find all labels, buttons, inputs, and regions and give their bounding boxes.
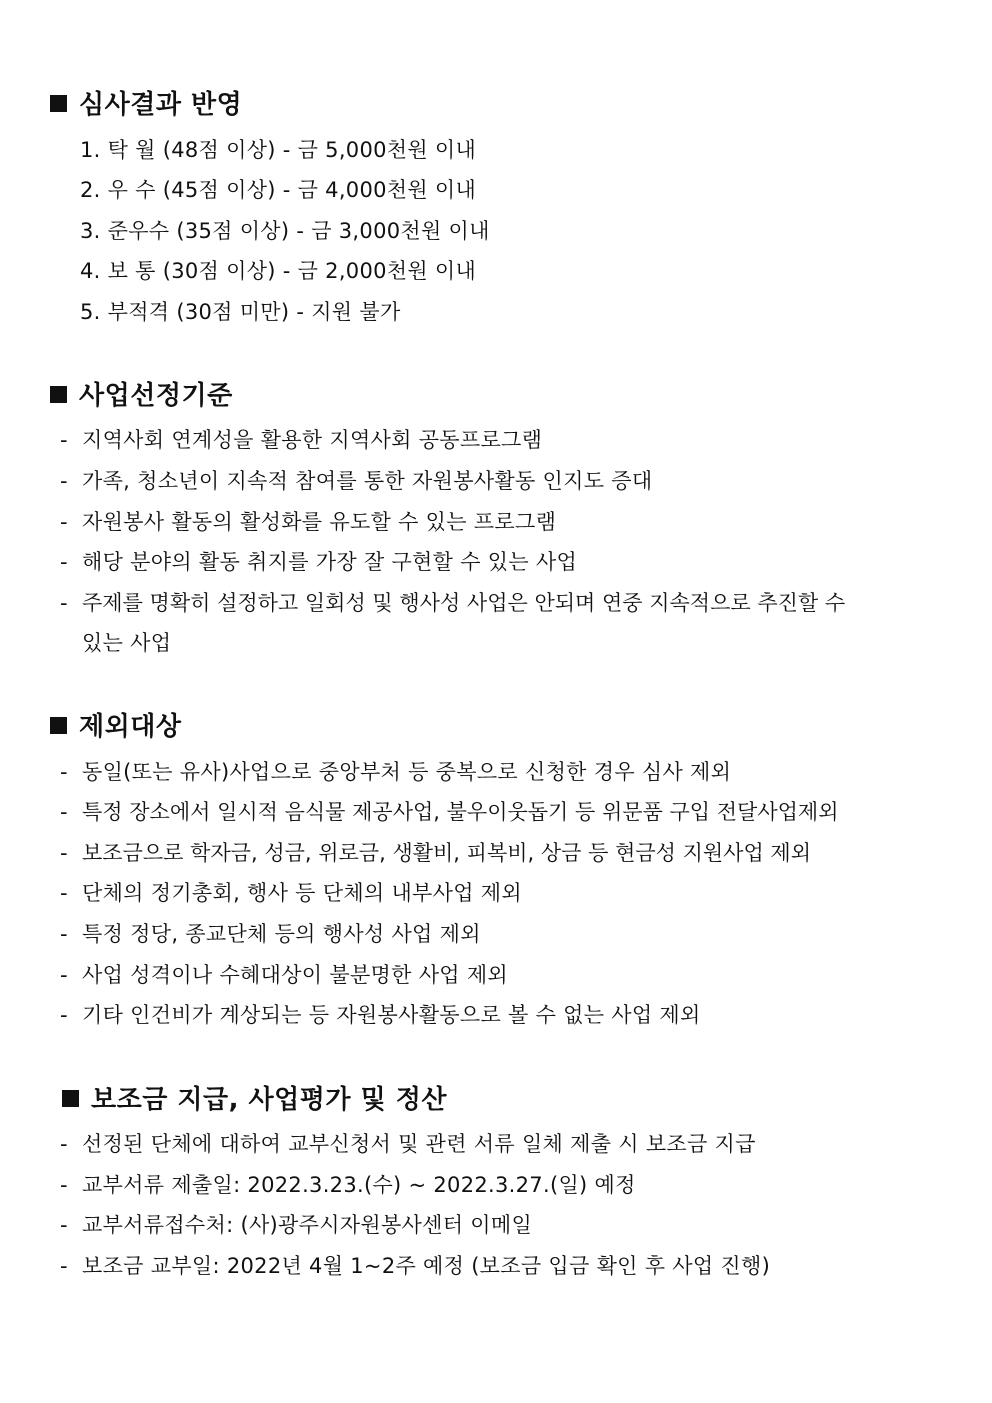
dash-bullet: - xyxy=(60,1213,68,1237)
section-title: 제외대상 xyxy=(79,712,182,742)
list-item: 특정 장소에서 일시적 음식물 제공사업, 불우이웃돕기 등 위문품 구입 전달사업제외 xyxy=(82,800,839,824)
list-item: 보조금 교부일: 2022년 4월 1~2주 예정 (보조금 입금 확인 후 사업 진행) xyxy=(82,1254,771,1278)
section-heading-subsidy-payment xyxy=(62,1083,447,1117)
square-bullet-icon xyxy=(50,717,67,734)
dash-bullet: - xyxy=(60,428,68,452)
dash-bullet: - xyxy=(60,1254,68,1278)
dash-bullet: - xyxy=(60,841,68,865)
list-item: 단체의 정기총회, 행사 등 단체의 내부사업 제외 xyxy=(82,881,522,905)
square-bullet-icon xyxy=(62,1090,79,1107)
list-item: 자원봉사 활동의 활성화를 유도할 수 있는 프로그램 xyxy=(82,510,557,534)
list-item: 지역사회 연계성을 활용한 지역사회 공동프로그램 xyxy=(82,428,543,452)
list-item: 선정된 단체에 대하여 교부신청서 및 관련 서류 일체 제출 시 보조금 지급 xyxy=(82,1132,756,1156)
list-item: 교부서류접수처: (사)광주시자원봉사센터 이메일 xyxy=(82,1213,533,1237)
dash-bullet: - xyxy=(60,469,68,493)
section-title: 심사결과 반영 xyxy=(79,90,243,120)
dash-bullet: - xyxy=(60,591,68,615)
list-item: 1. 탁 월 (48점 이상) - 금 5,000천원 이내 xyxy=(80,138,477,162)
dash-bullet: - xyxy=(60,760,68,784)
section-heading-selection-criteria xyxy=(50,379,233,413)
section-heading-review-result xyxy=(50,88,242,122)
section-title: 사업선정기준 xyxy=(79,381,233,411)
section-heading-exclusions xyxy=(50,710,181,744)
dash-bullet: - xyxy=(60,510,68,534)
square-bullet-icon xyxy=(50,95,67,112)
list-item: 4. 보 통 (30점 이상) - 금 2,000천원 이내 xyxy=(80,259,477,283)
dash-bullet: - xyxy=(60,550,68,574)
list-item: 기타 인건비가 계상되는 등 자원봉사활동으로 볼 수 없는 사업 제외 xyxy=(82,1003,701,1027)
list-item: 가족, 청소년이 지속적 참여를 통한 자원봉사활동 인지도 증대 xyxy=(82,469,653,493)
dash-bullet: - xyxy=(60,963,68,987)
list-item: 특정 정당, 종교단체 등의 행사성 사업 제외 xyxy=(82,922,481,946)
list-item: 동일(또는 유사)사업으로 중앙부처 등 중복으로 신청한 경우 심사 제외 xyxy=(82,760,732,784)
section-title: 보조금 지급, 사업평가 및 정산 xyxy=(91,1085,447,1115)
list-item: 사업 성격이나 수혜대상이 불분명한 사업 제외 xyxy=(82,963,509,987)
list-item-continuation: 있는 사업 xyxy=(82,631,172,655)
square-bullet-icon xyxy=(50,386,67,403)
dash-bullet: - xyxy=(60,1173,68,1197)
dash-bullet: - xyxy=(60,1003,68,1027)
list-item: 3. 준우수 (35점 이상) - 금 3,000천원 이내 xyxy=(80,219,490,243)
list-item: 해당 분야의 활동 취지를 가장 잘 구현할 수 있는 사업 xyxy=(82,550,578,574)
dash-bullet: - xyxy=(60,800,68,824)
dash-bullet: - xyxy=(60,881,68,905)
list-item: 5. 부적격 (30점 미만) - 지원 불가 xyxy=(80,300,401,324)
list-item: 주제를 명확히 설정하고 일회성 및 행사성 사업은 안되며 연중 지속적으로 추진할 수 xyxy=(82,591,846,615)
dash-bullet: - xyxy=(60,1132,68,1156)
list-item: 2. 우 수 (45점 이상) - 금 4,000천원 이내 xyxy=(80,178,477,202)
dash-bullet: - xyxy=(60,922,68,946)
list-item: 보조금으로 학자금, 성금, 위로금, 생활비, 피복비, 상금 등 현금성 지원사업 제외 xyxy=(82,841,811,865)
list-item: 교부서류 제출일: 2022.3.23.(수) ~ 2022.3.27.(일) 예정 xyxy=(82,1173,636,1197)
